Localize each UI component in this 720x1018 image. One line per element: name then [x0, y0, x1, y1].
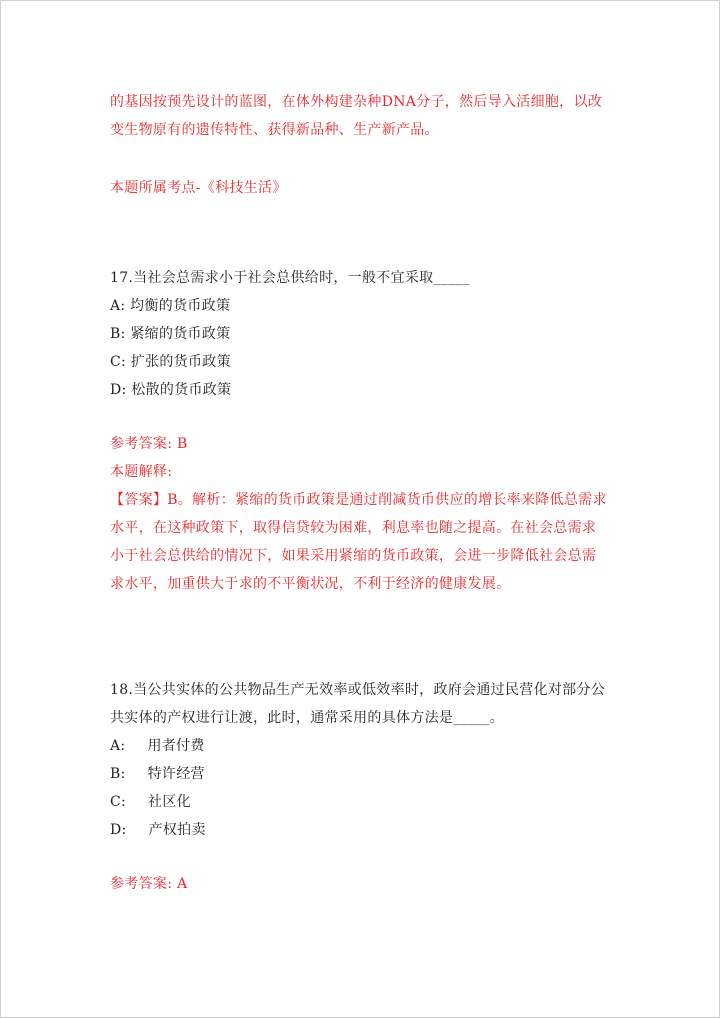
question-stem: 17.当社会总需求小于社会总供给时，一般不宜采取_____: [110, 270, 470, 286]
prev-explanation: [110, 88, 620, 144]
option-key: A:: [110, 738, 126, 754]
explanation-line: 水平，在这种政策下，取得信贷较为困难，利息率也随之提高。在社会总需求: [110, 520, 597, 536]
question-18: [110, 676, 620, 898]
topic-line: 本题所属考点-《科技生活》: [110, 180, 287, 196]
option-text: 产权拍卖: [148, 822, 206, 838]
option-c: [110, 788, 620, 816]
explanation-line: 小于社会总供给的情况下，如果采用紧缩的货币政策，会进一步降低社会总需: [110, 548, 597, 564]
option-key: B:: [110, 766, 126, 782]
option-key: D:: [110, 822, 127, 838]
option-d: D: 松散的货币政策: [110, 382, 232, 398]
explain-title: 本题解释:: [110, 464, 173, 480]
option-text: 社区化: [148, 794, 191, 810]
explanation-line: 的基因按预先设计的蓝图，在体外构建杂种DNA分子，然后导入活细胞，以改: [110, 94, 603, 110]
option-d: [110, 816, 620, 844]
explanation-line: 求水平，加重供大于求的不平衡状况，不利于经济的健康发展。: [110, 576, 511, 592]
option-a: [110, 732, 620, 760]
option-key: C:: [110, 794, 127, 810]
explanation-line: 【答案】B。解析：紧缩的货币政策是通过削减货币供应的增长率来降低总需求: [110, 492, 607, 508]
option-b: [110, 760, 620, 788]
option-text: 特许经营: [147, 766, 205, 782]
answer-line: 参考答案: B: [110, 436, 188, 452]
option-c: C: 扩张的货币政策: [110, 354, 231, 370]
question-stem: 18.当公共实体的公共物品生产无效率或低效率时，政府会通过民营化对部分公: [110, 682, 606, 698]
answer-line: 参考答案: A: [110, 876, 188, 892]
option-b: B: 紧缩的货币政策: [110, 326, 231, 342]
document-body: [110, 88, 620, 898]
option-a: A: 均衡的货币政策: [110, 298, 231, 314]
question-stem: 共实体的产权进行让渡，此时，通常采用的具体方法是_____。: [110, 710, 504, 726]
question-17: [110, 264, 620, 598]
explanation-line: 变生物原有的遗传特性、获得新品种、生产新产品。: [110, 122, 439, 138]
option-text: 用者付费: [147, 738, 205, 754]
